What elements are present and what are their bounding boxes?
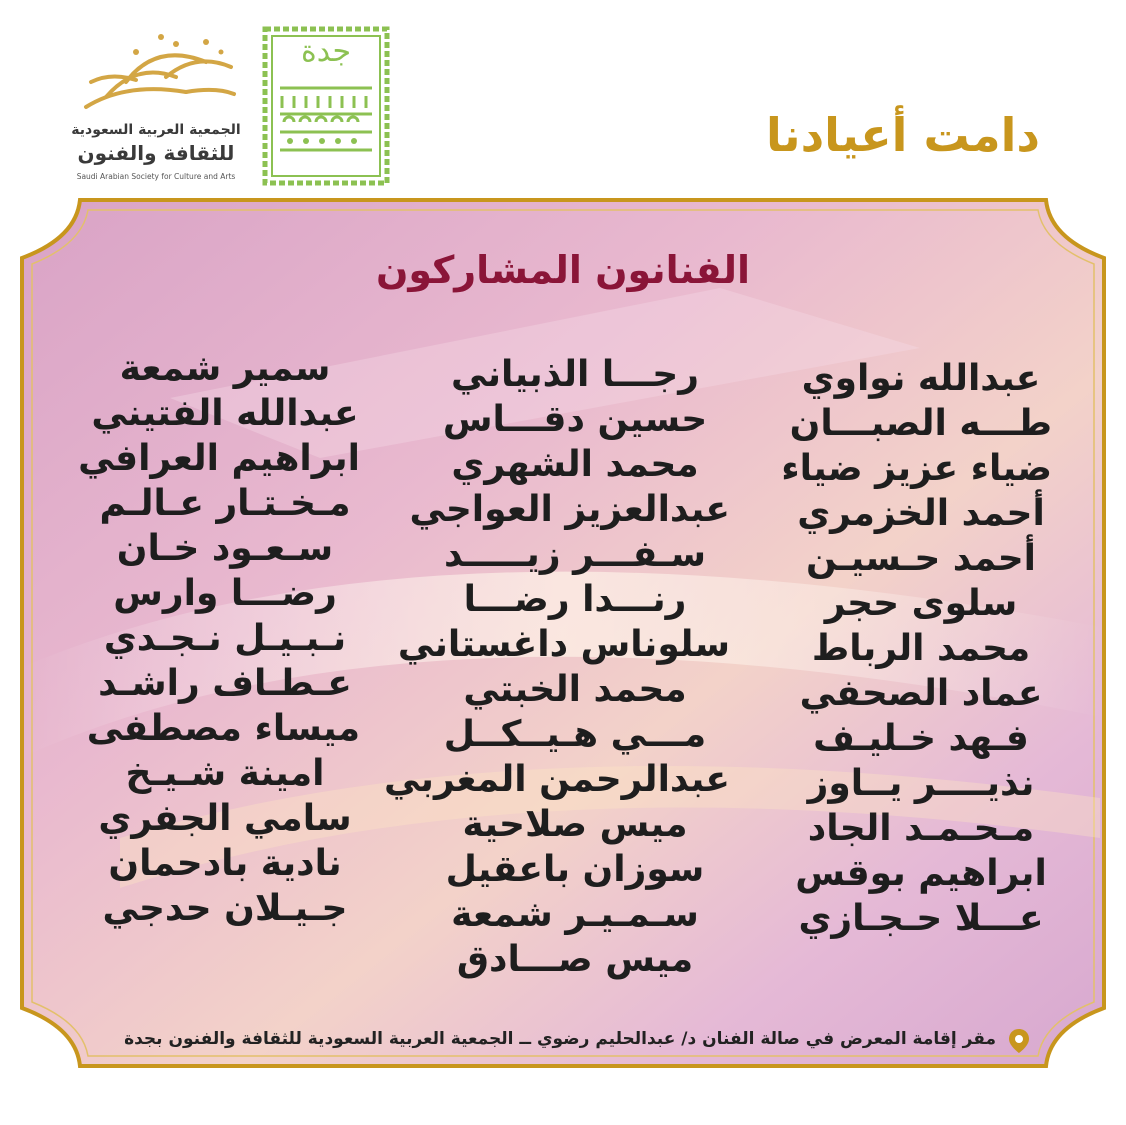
artist-name: عبدالله نواوي — [801, 358, 1041, 399]
society-name-line2: للثقافة والفنون — [77, 141, 235, 165]
artist-name: نذيــــر يــاوز — [807, 763, 1035, 804]
names-column-left — [78, 346, 360, 931]
jeddah-logo — [262, 26, 390, 186]
artist-name: ضياء عزيز ضياء — [781, 448, 1052, 489]
artist-name: ابراهيم بوقس — [795, 853, 1047, 894]
artist-name: طـــه الصبـــان — [789, 403, 1052, 444]
venue-text: مقر إقامة المعرض في صالة الفنان د/ عبدالحليم رضوي ــ الجمعية العربية السعودية للثقافة والفنون بجدة — [124, 1029, 996, 1049]
artist-name: امينة شـيـخ — [125, 753, 325, 794]
artist-name: سلوناس داغستاني — [397, 624, 730, 665]
slogan-heading: دامت أعيادنا — [766, 108, 1040, 162]
artist-name: ابراهيم العرافي — [78, 438, 360, 479]
artist-name: مـخـتـار عـالـم — [99, 483, 351, 524]
location-pin-icon — [1008, 1028, 1030, 1054]
artist-name: محمد الخبتي — [463, 669, 687, 710]
society-logo — [66, 22, 246, 187]
artist-name: عماد الصحفي — [799, 673, 1043, 714]
artist-name: محمد الرباط — [811, 628, 1031, 669]
artist-name: عـــلا حـجـازي — [798, 898, 1044, 939]
header — [0, 0, 1126, 200]
artist-name: سامي الجفري — [98, 798, 352, 839]
calligraphy-emblem-icon — [66, 22, 246, 122]
artist-name: ميس صـــادق — [456, 939, 694, 980]
artist-name: ميس صلاحية — [462, 804, 688, 845]
artist-name: نادية بادحمان — [108, 843, 342, 884]
artist-name: سـعـود خـان — [116, 528, 334, 569]
artist-name: سوزان باعقيل — [445, 849, 705, 890]
artist-name: حسين دقـــاس — [442, 399, 708, 440]
artist-name: فـهد خـليـف — [813, 718, 1029, 759]
artist-name: عبدالعزيز العواجي — [409, 489, 730, 530]
artist-name: عبدالرحمن المغربي — [384, 759, 730, 800]
artist-name: سـمـيـر شمعة — [451, 894, 699, 935]
artist-name: عبدالله الفتيني — [91, 393, 359, 434]
society-name-line1: الجمعية العربية السعودية — [71, 122, 241, 138]
names-column-middle — [384, 352, 730, 982]
artist-name: سمير شمعة — [119, 348, 331, 389]
artist-name: محمد الشهري — [451, 444, 699, 485]
artist-name: أحمد حـسيـن — [805, 538, 1037, 579]
society-name-english: Saudi Arabian Society for Culture and Arts — [76, 172, 236, 181]
artist-name: رنـــدا رضـــا — [463, 579, 687, 620]
artist-name: مـحـمـد الجاد — [807, 808, 1035, 849]
names-column-right — [781, 356, 1052, 941]
venue-footer — [70, 1028, 1030, 1054]
artist-name: رضـــا وارس — [113, 573, 337, 614]
artist-name: جـيـلان حدجي — [102, 888, 348, 929]
artist-name: سـفـــر زيـــــد — [443, 534, 707, 575]
artist-name: رجـــا الذبياني — [451, 354, 699, 395]
artist-name: نـبـيـل نـجـدي — [103, 618, 347, 659]
panel-title: الفنانون المشاركون — [375, 248, 751, 292]
artist-name: سلوى حجر — [824, 583, 1018, 624]
jeddah-logo-text: جدة — [300, 34, 351, 69]
artist-name: مـــي هـيــكــل — [443, 714, 707, 755]
artist-name: عـطـاف راشـد — [98, 663, 352, 704]
artist-name: أحمد الخزمري — [797, 493, 1045, 534]
artist-name: ميساء مصطفى — [86, 708, 360, 749]
